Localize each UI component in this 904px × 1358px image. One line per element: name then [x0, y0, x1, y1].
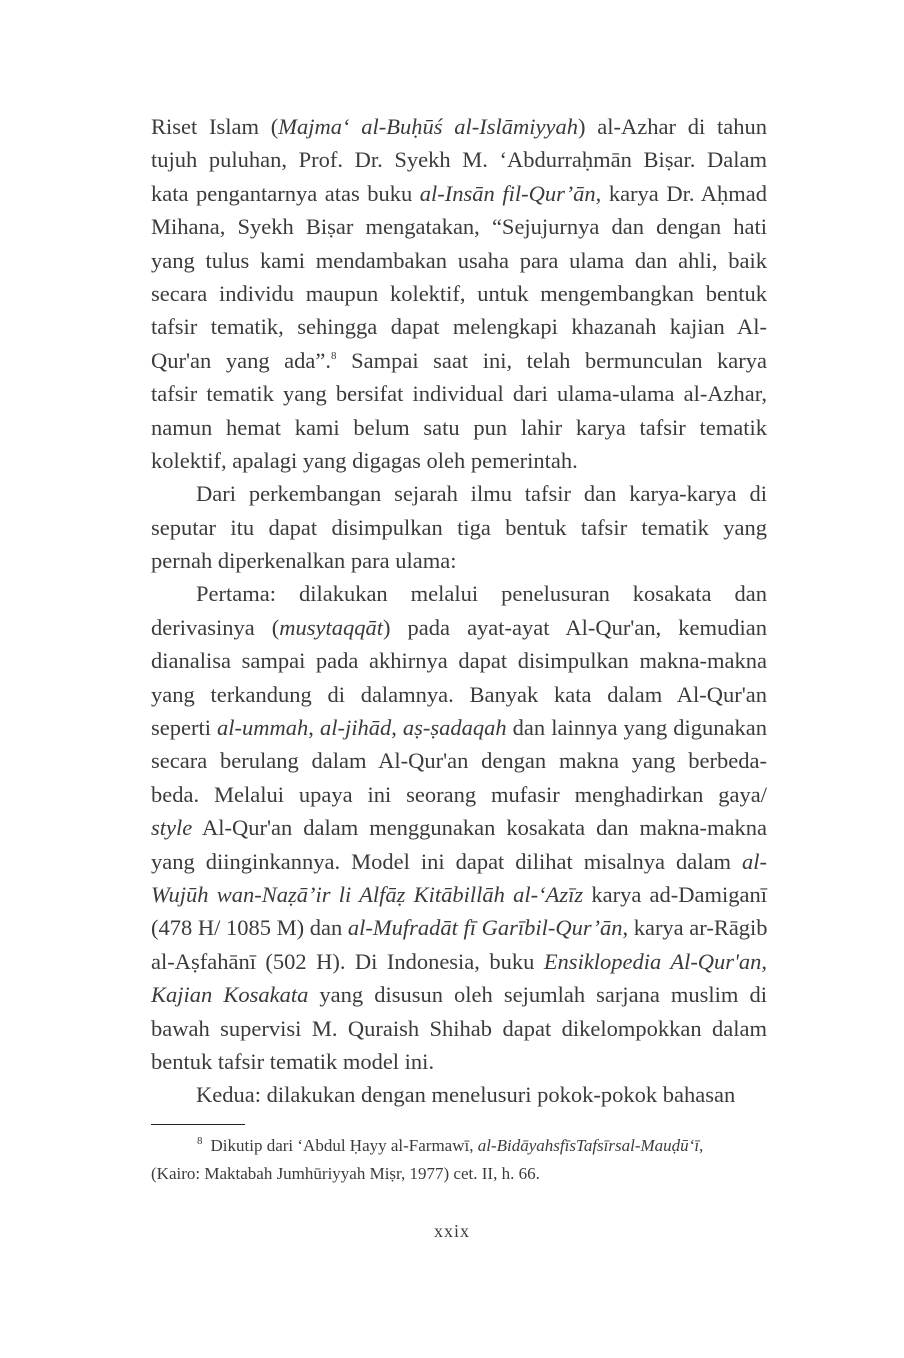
text-line	[151, 310, 767, 343]
text-run: Mihana, Syekh Biṣar mengatakan, “Sejujurnya dan dengan hati	[151, 214, 767, 240]
italic-run: style	[151, 815, 193, 841]
text-run: beda. Melalui upaya ini seorang mufasir menghadirkan gaya/	[151, 781, 767, 807]
text-line	[151, 845, 767, 878]
text-run: , karya Dr. Aḥmad	[595, 180, 767, 206]
italic-run: al-jihād	[319, 715, 392, 741]
text-line	[151, 244, 767, 277]
text-run: Dari perkembangan sejarah ilmu tafsir dan karya-karya di	[196, 481, 767, 507]
text-run: Sampai saat ini, telah bermunculan karya	[336, 347, 767, 373]
text-run: karya ad-Damiganī	[583, 881, 768, 907]
text-run: yang diinginkannya. Model ini dapat dilihat misalnya dalam	[151, 848, 742, 874]
text-run: (478 H/ 1085 M) dan	[151, 915, 348, 941]
text-run: al-Aṣfahānī (502 H). Di Indonesia, buku	[151, 948, 544, 974]
text-run: yang terkandung di dalamnya. Banyak kata dalam Al-Qur'an	[151, 681, 767, 707]
text-run: ,	[308, 715, 320, 741]
text-line	[151, 811, 767, 844]
text-run: Al-Qur'an dalam menggunakan kosakata dan makna-makna	[192, 815, 767, 841]
text-line	[151, 477, 767, 510]
italic-run: musytaqqāt	[279, 614, 384, 640]
text-line	[151, 1045, 767, 1078]
text-run: ) pada ayat-ayat Al-Qur'an, kemudian	[383, 614, 767, 640]
italic-run: Wujūh wan-Naẓā’ir li Alfāẓ Kitābillāh al-‘Azīz	[151, 881, 584, 907]
footnote-divider	[151, 1124, 245, 1125]
text-line	[151, 544, 767, 577]
text-line	[151, 878, 767, 911]
text-run: ,	[391, 715, 403, 741]
page-number: xxix	[433, 1221, 470, 1241]
italic-run: al-	[742, 848, 767, 874]
text-line	[151, 1012, 767, 1045]
italic-run: Kajian Kosakata	[151, 982, 309, 1008]
text-line	[151, 210, 767, 243]
text-run: kolektif, apalagi yang digagas oleh pemerintah.	[151, 447, 578, 473]
text-run: Dikutip dari ‘Abdul Ḥayy al-Farmawī,	[210, 1136, 478, 1155]
text-line	[151, 110, 767, 143]
body-text	[151, 110, 767, 1112]
text-run: pernah diperkenalkan para ulama:	[151, 548, 457, 574]
text-run: Pertama: dilakukan melalui penelusuran kosakata dan	[196, 581, 767, 607]
text-run: tujuh puluhan, Prof. Dr. Syekh M. ‘Abdurraḥmān Biṣar. Dalam	[151, 147, 767, 173]
text-line	[151, 711, 767, 744]
text-run: tafsir tematik yang bersifat individual dari ulama-ulama al-Azhar,	[151, 381, 767, 407]
text-line	[151, 945, 767, 978]
text-line	[151, 411, 767, 444]
footnote	[151, 1132, 767, 1188]
text-line	[151, 678, 767, 711]
text-run: secara individu maupun kolektif, untuk mengembangkan bentuk	[151, 280, 767, 306]
text-run: Kedua: dilakukan dengan menelusuri pokok-pokok bahasan	[196, 1082, 736, 1108]
text-line	[151, 377, 767, 410]
text-line	[151, 778, 767, 811]
text-line	[151, 744, 767, 777]
text-run: dianalisa sampai pada akhirnya dapat disimpulkan makna-makna	[151, 648, 767, 674]
text-line	[151, 644, 767, 677]
footnote-line-1	[151, 1132, 767, 1160]
text-line	[151, 978, 767, 1011]
text-run: derivasinya (	[151, 614, 280, 640]
text-run: bentuk tafsir tematik model ini.	[151, 1048, 435, 1074]
italic-run: al-ummah	[217, 715, 309, 741]
italic-run: Majma‘ al-Buḥūś al-Islāmiyyah	[278, 114, 579, 139]
text-run: seperti	[151, 715, 218, 741]
italic-run: al-Mufradāt fī Garībil-Qur’ān	[347, 915, 623, 941]
text-run: dan lainnya yang digunakan	[506, 715, 767, 741]
footnote-reference: 8	[331, 349, 337, 362]
text-line	[151, 577, 767, 610]
text-line	[151, 344, 767, 377]
text-line	[151, 511, 767, 544]
italic-run: al-BidāyahsfīsTafsīrsal-Mauḍū‘ī,	[477, 1136, 704, 1155]
text-run: bawah supervisi M. Quraish Shihab dapat dikelompokkan dalam	[151, 1015, 767, 1041]
footnote-line-2	[151, 1160, 767, 1188]
text-run: Riset Islam (	[151, 114, 279, 139]
italic-run: aṣ-ṣadaqah	[402, 715, 507, 741]
text-line	[151, 911, 767, 944]
text-run: secara berulang dalam Al-Qur'an dengan makna yang berbeda-	[151, 748, 767, 774]
text-line	[151, 277, 767, 310]
text-run: , karya ar-Rāgib	[622, 915, 768, 941]
text-line	[151, 143, 767, 176]
italic-run: Ensiklopedia Al-Qur'an,	[543, 948, 768, 974]
italic-run: al-Insān fil-Qur’ān	[419, 180, 596, 206]
text-run: (Kairo: Maktabah Jumhūriyyah Miṣr, 1977) cet. II, h. 66.	[151, 1164, 540, 1183]
text-run: ) al-Azhar di tahun	[578, 114, 767, 139]
footnote-line-1-text	[211, 1136, 704, 1155]
text-line	[151, 177, 767, 210]
text-run: namun hemat kami belum satu pun lahir karya tafsir tematik	[151, 414, 767, 440]
text-run: yang tulus kami mendambakan usaha para ulama dan ahli, baik	[151, 247, 767, 273]
text-run: tafsir tematik, sehingga dapat melengkapi khazanah kajian Al-	[151, 314, 767, 340]
text-line	[151, 611, 767, 644]
footnote-marker: 8	[197, 1135, 203, 1147]
text-line	[151, 444, 767, 477]
text-run: Qur'an yang ada”.	[151, 347, 332, 373]
text-run: yang disusun oleh sejumlah sarjana muslim di	[308, 982, 767, 1008]
text-run: seputar itu dapat disimpulkan tiga bentuk tafsir tematik yang	[151, 514, 767, 540]
text-line	[151, 1078, 767, 1111]
text-run: kata pengantarnya atas buku	[151, 180, 420, 206]
